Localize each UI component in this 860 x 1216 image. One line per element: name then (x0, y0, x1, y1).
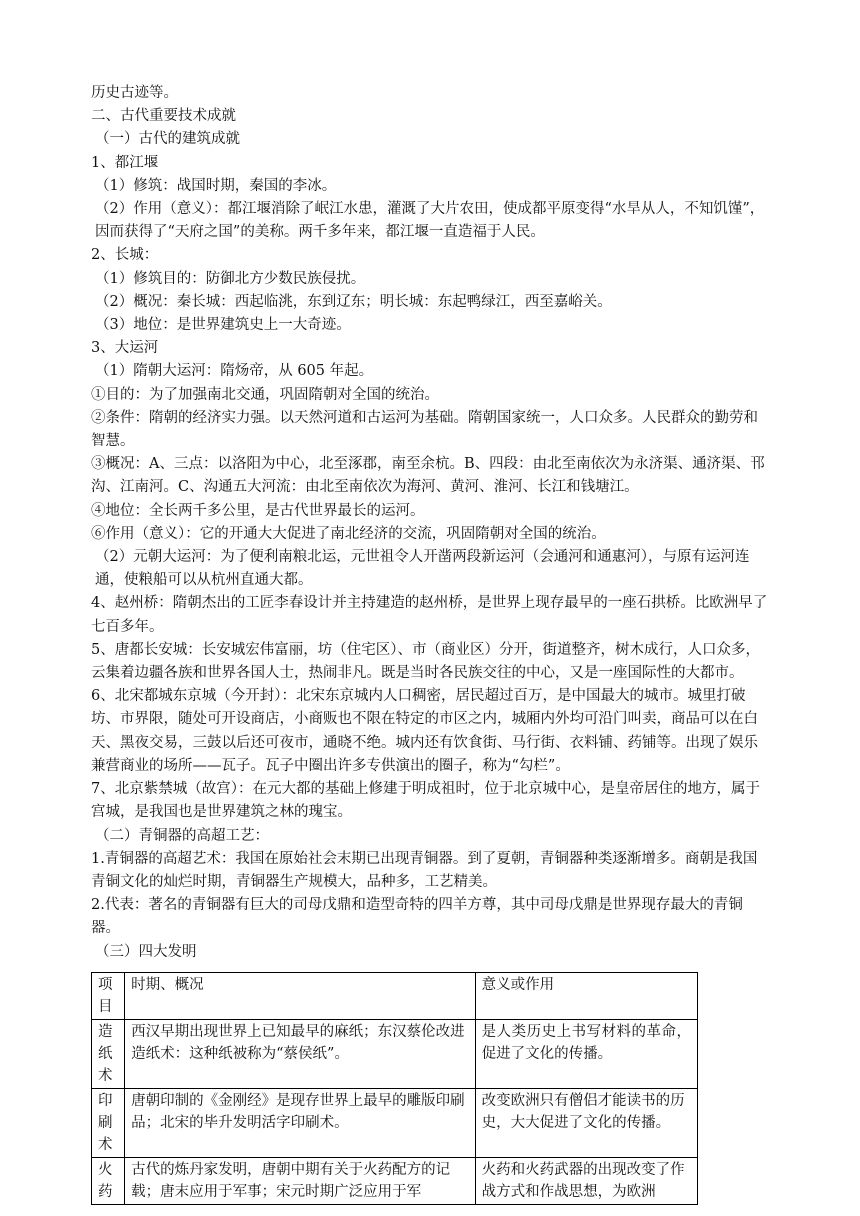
table-cell: 造纸术 (92, 1020, 125, 1089)
item-heading: 3、大运河 (91, 340, 159, 357)
text-line: （1）隋朝大运河：隋炀帝，从 605 年起。 (95, 363, 374, 380)
text-paragraph: 4、赵州桥：隋朝杰出的工匠李春设计并主持建造的赵州桥，是世界上现存最早的一座石拱桥。比欧洲早了七百多年。 (91, 595, 768, 635)
subsection-heading: （二）青铜器的高超工艺： (95, 827, 269, 844)
table-cell: 火药 (92, 1158, 125, 1205)
subsection-heading: （一）古代的建筑成就 (95, 131, 240, 148)
text-line: （1）修筑：战国时期，秦国的李冰。 (95, 177, 337, 194)
text-paragraph: 7、北京紫禁城（故宫）：在元大都的基础上修建于明成祖时，位于北京城中心，是皇帝居住的地方，属于宫城，是我国也是世界建筑之林的瑰宝。 (91, 781, 760, 821)
document-body (91, 82, 771, 964)
table-row (92, 1158, 698, 1205)
table-cell: 印刷术 (92, 1089, 125, 1158)
table-header-cell: 项目 (92, 973, 125, 1020)
text-line: ④地位：全长两千多公里，是古代世界最长的运河。 (91, 502, 425, 519)
text-paragraph: 5、唐都长安城：长安城宏伟富丽，坊（住宅区）、市（商业区）分开，街道整齐，树木成行，人口众多，云集着边疆各族和世界各国人士，热闹非凡。既是当时各民族交往的中心，又是一座国际性的大都市。 (91, 641, 760, 682)
table-header-row (92, 973, 698, 1020)
item-heading: 2、长城： (91, 247, 159, 264)
item-heading: 1、都江堰 (91, 154, 159, 171)
text-paragraph: （2）作用（意义）：都江堰消除了岷江水患，灌溉了大片农田，使成都平原变得“水旱从人，不知饥馑”，因而获得了“天府之国”的美称。两千多年来，都江堰一直造福于人民。 (95, 201, 765, 241)
table-row (92, 1020, 698, 1089)
subsection-heading: （三）四大发明 (95, 943, 197, 960)
four-inventions-table (91, 972, 698, 1205)
text-line: （2）概况：秦长城：西起临洮，东到辽东；明长城：东起鸭绿江，西至嘉峪关。 (95, 293, 612, 310)
table-cell: 唐朝印制的《金刚经》是现存世界上最早的雕版印刷品；北宋的毕升发明活字印刷术。 (125, 1089, 476, 1158)
table-cell: 是人类历史上书写材料的革命，促进了文化的传播。 (475, 1020, 697, 1089)
text-paragraph: （2）元朝大运河：为了便利南粮北运，元世祖令人开凿两段新运河（会通河和通惠河），与原有运河连通，使粮船可以从杭州直通大都。 (95, 549, 750, 589)
table-cell: 火药和火药武器的出现改变了作战方式和作战思想，为欧洲 (475, 1158, 697, 1205)
text-paragraph: ③概况：A、三点：以洛阳为中心，北至涿郡，南至余杭。B、四段：由北至南依次为永济渠、通济渠、邗沟、江南河。C、沟通五大河流：由北至南依次为海河、黄河、淮河、长江和钱塘江。 (91, 456, 765, 496)
text-paragraph: ②条件：隋朝的经济实力强。以天然河道和古运河为基础。隋朝国家统一，人口众多。人民群众的勤劳和智慧。 (91, 409, 758, 450)
table-cell: 古代的炼丹家发明，唐朝中期有关于火药配方的记载；唐末应用于军事；宋元时期广泛应用于军 (125, 1158, 476, 1205)
table-row (92, 1089, 698, 1158)
text-line: （3）地位：是世界建筑史上一大奇迹。 (95, 317, 351, 334)
text-paragraph: 6、北宋都城东京城（今开封）：北宋东京城内人口稠密，居民超过百万，是中国最大的城市。城里打破坊、市界限，随处可开设商店，小商贩也不限在特定的市区之内，城厢内外均可沿门叫卖，商品可以在白天、黑夜交易，三鼓以后还可夜市，通晓不绝。城内还有饮食街、马行街、衣料铺、药铺等。出现了娱乐兼营商业的场所——瓦子。瓦子中圈出许多专供演出的圈子，称为“勾栏”。 (91, 688, 758, 774)
text-paragraph: 1.青铜器的高超艺术：我国在原始社会末期已出现青铜器。到了夏朝，青铜器种类逐渐增多。商朝是我国青铜文化的灿烂时期，青铜器生产规模大，品种多，工艺精美。 (91, 850, 758, 890)
text-paragraph: 2.代表：著名的青铜器有巨大的司母戊鼎和造型奇特的四羊方尊，其中司母戊鼎是世界现存最大的青铜器。 (91, 897, 743, 937)
text-line: ⑥作用（意义）：它的开通大大促进了南北经济的交流，巩固隋朝对全国的统治。 (91, 525, 606, 542)
table-cell: 西汉早期出现世界上已知最早的麻纸；东汉蔡伦改进造纸术：这种纸被称为“蔡侯纸”。 (125, 1020, 476, 1089)
table-header-cell: 意义或作用 (475, 973, 697, 1020)
table-cell: 改变欧洲只有僧侣才能读书的历史，大大促进了文化的传播。 (475, 1089, 697, 1158)
text-line: ①目的：为了加强南北交通，巩固隋朝对全国的统治。 (91, 386, 439, 403)
text-line: 历史古迹等。 (91, 85, 178, 101)
table-header-cell: 时期、概况 (125, 973, 476, 1020)
section-heading: 二、古代重要技术成就 (91, 108, 236, 125)
text-line: （1）修筑目的：防御北方少数民族侵扰。 (95, 270, 366, 287)
